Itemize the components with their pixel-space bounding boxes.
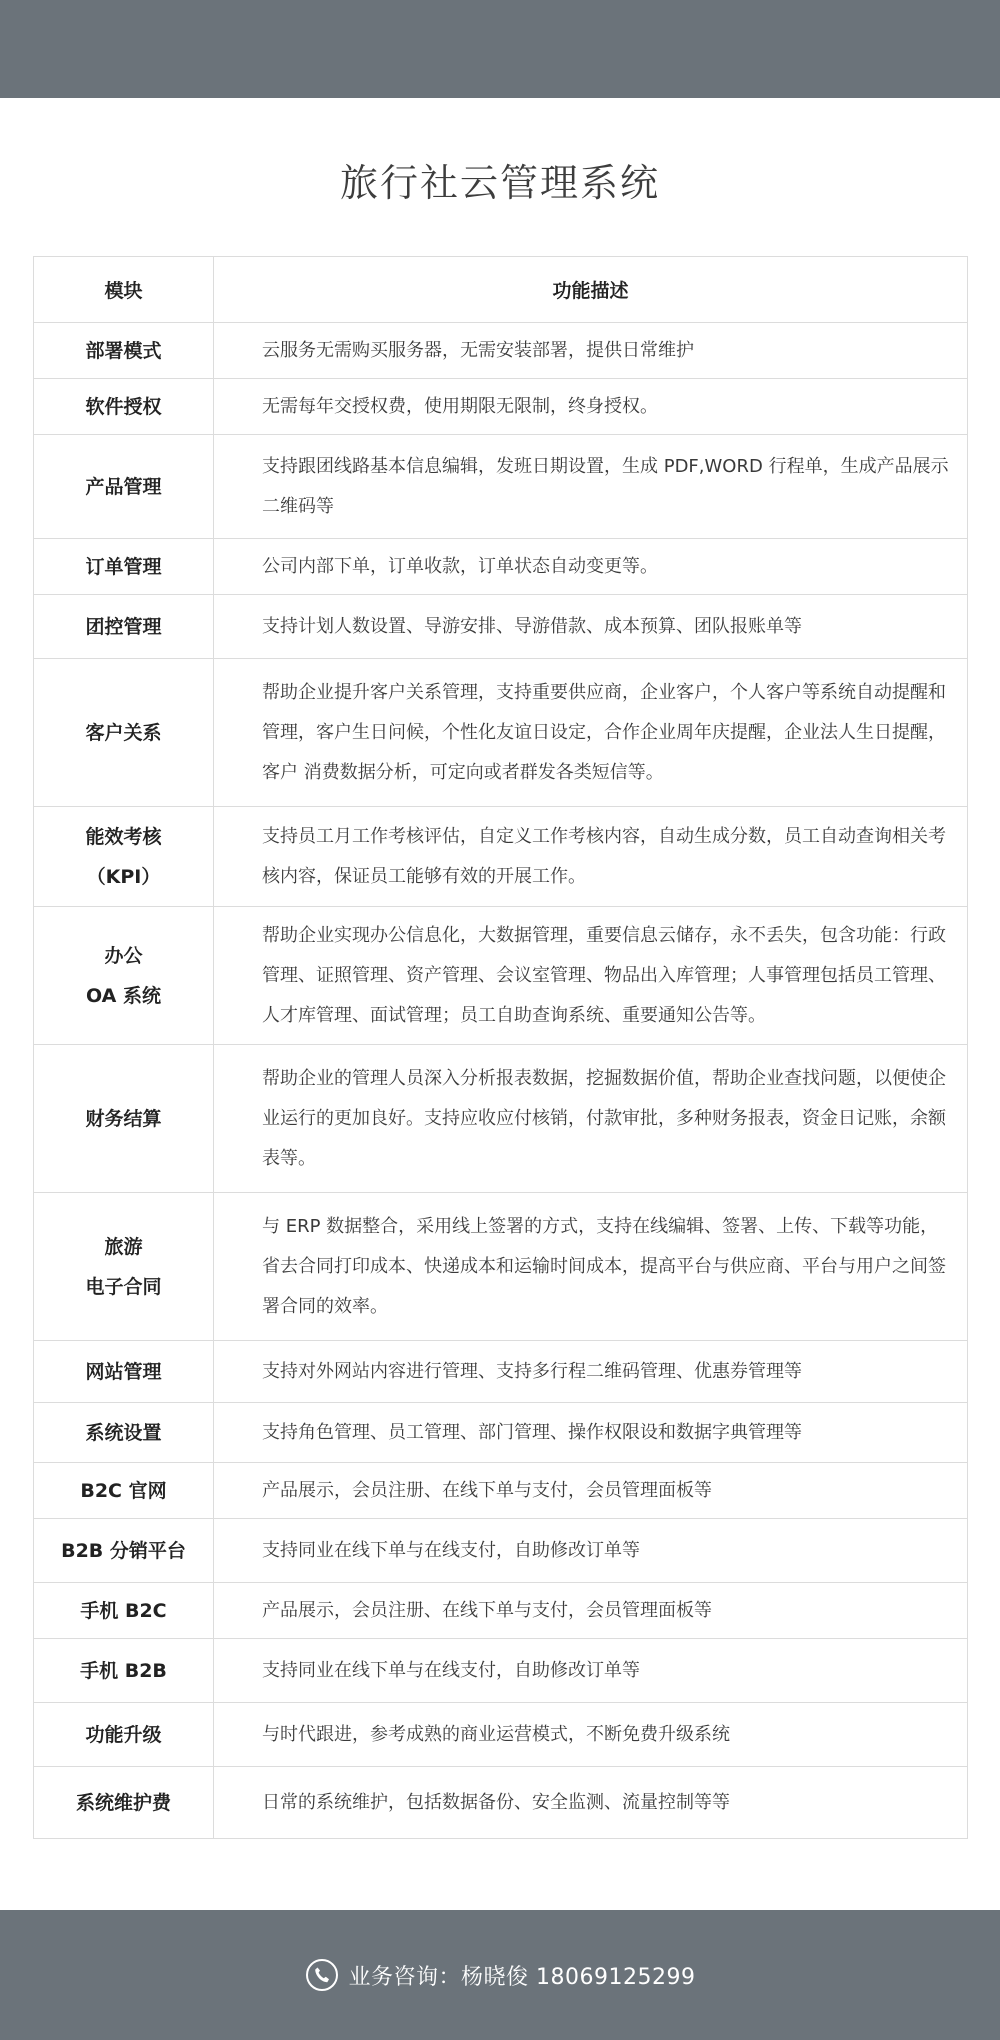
module-description: 帮助企业实现办公信息化，大数据管理，重要信息云储存，永不丢失，包含功能：行政管理、证照管理、资产管理、会议室管理、物品出入库管理；人事管理包括员工管理、人才库管理、面试管理；员工自助查询系统、重要通知公告等。 <box>214 907 968 1045</box>
module-name-line: （KPI） <box>86 865 161 888</box>
module-name <box>34 595 214 659</box>
module-description: 帮助企业提升客户关系管理，支持重要供应商，企业客户，个人客户等系统自动提醒和管理，客户生日问候，个性化友谊日设定，合作企业周年庆提醒，企业法人生日提醒，客户 消费数据分析，可定向或者群发各类短信等。 <box>214 659 968 807</box>
module-description: 产品展示，会员注册、在线下单与支付，会员管理面板等 <box>214 1583 968 1639</box>
module-name-line: 功能升级 <box>85 1723 162 1746</box>
module-name <box>34 323 214 379</box>
contact-footer <box>0 1910 1000 2040</box>
module-name-line: 客户关系 <box>85 721 162 744</box>
table-row <box>34 1193 968 1341</box>
module-name <box>34 539 214 595</box>
module-name <box>34 379 214 435</box>
module-description: 支持同业在线下单与在线支付，自助修改订单等 <box>214 1519 968 1583</box>
contact-text: 业务咨询：杨晓俊 18069125299 <box>348 1964 696 1990</box>
module-name-line: 办公 <box>104 944 143 967</box>
module-name-line: 系统维护费 <box>75 1791 171 1814</box>
module-description: 支持跟团线路基本信息编辑，发班日期设置，生成 PDF,WORD 行程单，生成产品展示二维码等 <box>214 435 968 539</box>
module-name <box>34 1639 214 1703</box>
module-name <box>34 1583 214 1639</box>
module-name <box>34 1703 214 1767</box>
module-name-line: 系统设置 <box>85 1421 162 1444</box>
module-name <box>34 659 214 807</box>
module-name-line: OA 系统 <box>86 984 161 1007</box>
module-name-line: 旅游 <box>104 1235 143 1258</box>
module-description: 云服务无需购买服务器，无需安装部署，提供日常维护 <box>214 323 968 379</box>
page-title: 旅行社云管理系统 <box>339 161 660 205</box>
module-name-line: 财务结算 <box>85 1107 162 1130</box>
module-name <box>34 1403 214 1463</box>
table-row <box>34 1403 968 1463</box>
table-row <box>34 323 968 379</box>
module-name-line: 网站管理 <box>85 1360 162 1383</box>
table-row <box>34 435 968 539</box>
feature-table <box>33 256 968 1839</box>
module-name-line: 手机 B2B <box>80 1659 167 1682</box>
table-header-row <box>34 257 968 323</box>
table-row <box>34 1703 968 1767</box>
module-name-line: 电子合同 <box>85 1275 162 1298</box>
module-description: 产品展示，会员注册、在线下单与支付，会员管理面板等 <box>214 1463 968 1519</box>
module-name <box>34 1193 214 1341</box>
module-name <box>34 1463 214 1519</box>
module-name <box>34 1045 214 1193</box>
table-row <box>34 379 968 435</box>
top-banner <box>0 0 1000 98</box>
table-row <box>34 907 968 1045</box>
module-description: 日常的系统维护，包括数据备份、安全监测、流量控制等等 <box>214 1767 968 1839</box>
module-description: 公司内部下单，订单收款，订单状态自动变更等。 <box>214 539 968 595</box>
table-row <box>34 1583 968 1639</box>
module-name <box>34 907 214 1045</box>
module-name-line: B2C 官网 <box>80 1479 167 1502</box>
module-description: 支持员工月工作考核评估，自定义工作考核内容，自动生成分数，员工自动查询相关考核内容，保证员工能够有效的开展工作。 <box>214 807 968 907</box>
module-description: 与时代跟进，参考成熟的商业运营模式，不断免费升级系统 <box>214 1703 968 1767</box>
module-description: 支持同业在线下单与在线支付，自助修改订单等 <box>214 1639 968 1703</box>
phone-icon <box>305 1958 339 1992</box>
module-description: 无需每年交授权费，使用期限无限制，终身授权。 <box>214 379 968 435</box>
table-row <box>34 659 968 807</box>
module-name <box>34 1341 214 1403</box>
module-name-line: 订单管理 <box>85 555 162 578</box>
module-description: 支持角色管理、员工管理、部门管理、操作权限设和数据字典管理等 <box>214 1403 968 1463</box>
module-description: 支持计划人数设置、导游安排、导游借款、成本预算、团队报账单等 <box>214 595 968 659</box>
module-name-line: B2B 分销平台 <box>61 1539 186 1562</box>
module-name-line: 能效考核 <box>85 825 162 848</box>
module-name <box>34 435 214 539</box>
module-name <box>34 807 214 907</box>
module-name-line: 团控管理 <box>85 615 162 638</box>
module-name-line: 软件授权 <box>85 395 162 418</box>
module-name <box>34 1519 214 1583</box>
table-row <box>34 595 968 659</box>
module-name-line: 手机 B2C <box>80 1599 167 1622</box>
table-row <box>34 1767 968 1839</box>
table-row <box>34 1045 968 1193</box>
header-module: 模块 <box>34 257 214 323</box>
module-name-line: 部署模式 <box>85 339 162 362</box>
table-row <box>34 539 968 595</box>
module-name-line: 产品管理 <box>85 475 162 498</box>
module-name <box>34 1767 214 1839</box>
table-row <box>34 1341 968 1403</box>
table-row <box>34 1519 968 1583</box>
table-row <box>34 1639 968 1703</box>
header-description: 功能描述 <box>214 257 968 323</box>
table-row <box>34 807 968 907</box>
module-description: 帮助企业的管理人员深入分析报表数据，挖掘数据价值，帮助企业查找问题，以便使企业运行的更加良好。支持应收应付核销，付款审批，多种财务报表，资金日记账，余额表等。 <box>214 1045 968 1193</box>
module-description: 支持对外网站内容进行管理、支持多行程二维码管理、优惠券管理等 <box>214 1341 968 1403</box>
table-row <box>34 1463 968 1519</box>
module-description: 与 ERP 数据整合，采用线上签署的方式，支持在线编辑、签署、上传、下载等功能，省去合同打印成本、快递成本和运输时间成本，提高平台与供应商、平台与用户之间签署合同的效率。 <box>214 1193 968 1341</box>
